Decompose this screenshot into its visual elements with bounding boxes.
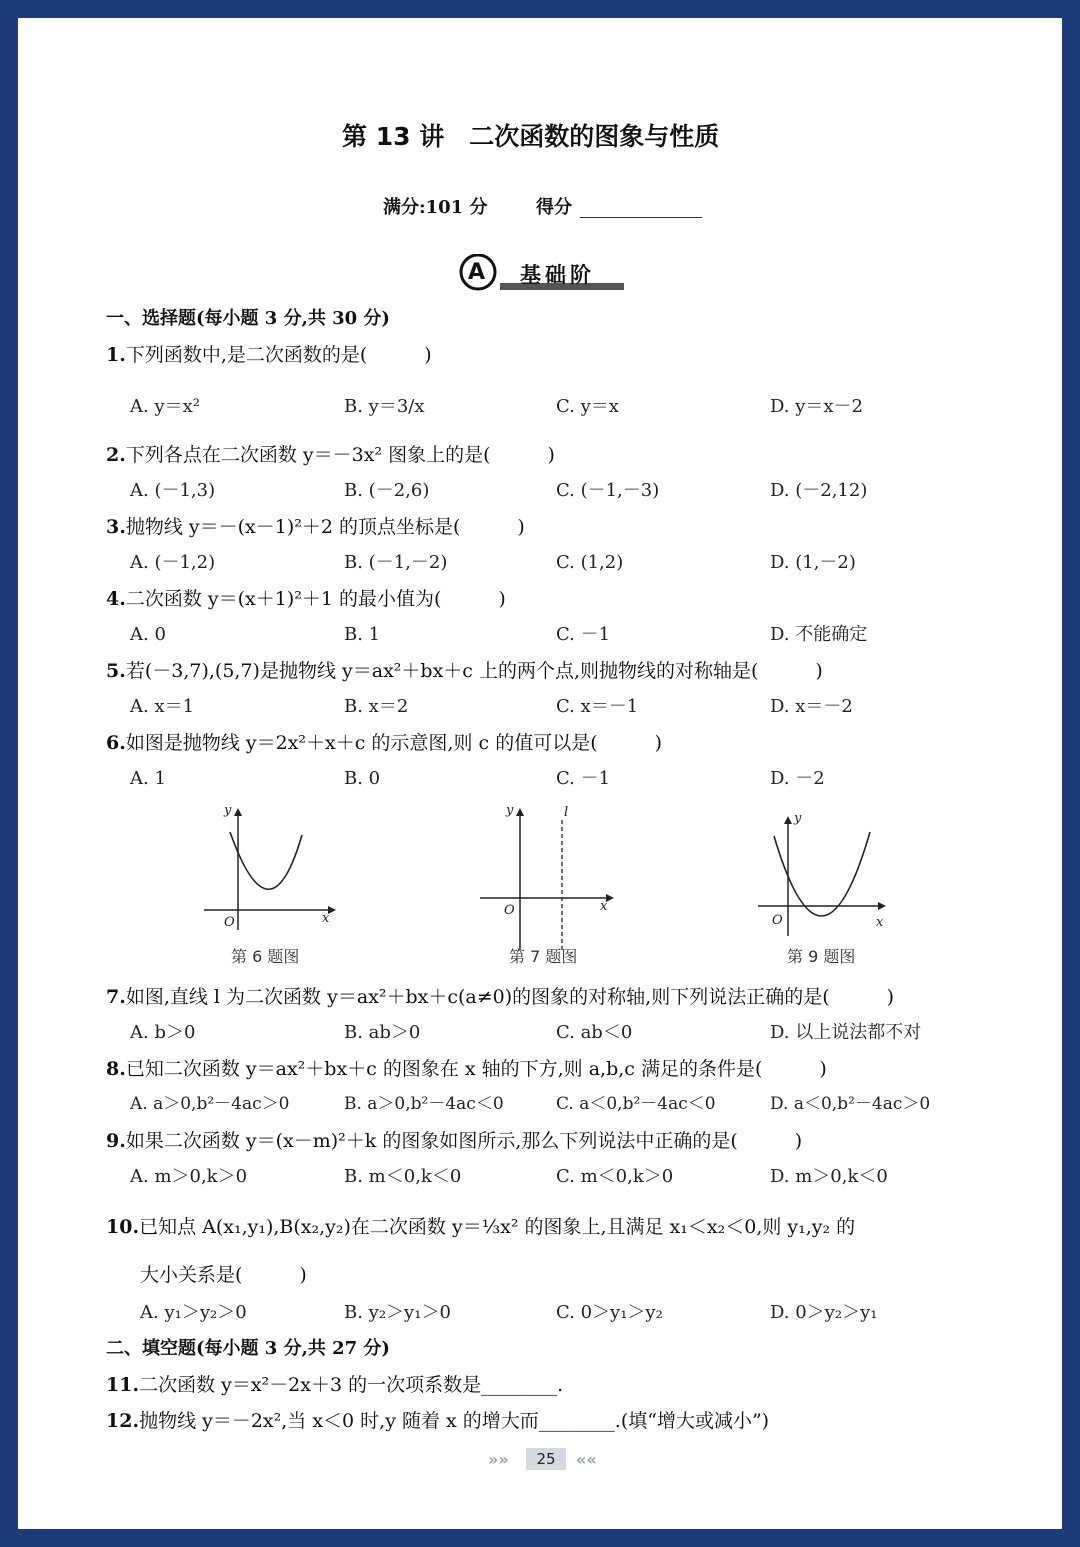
section-heading-choice: 一、选择题(每小题 3 分,共 30 分) [106,308,390,329]
question-3: 3.抛物线 y＝－(x－1)²＋2 的顶点坐标是( ) [106,516,525,538]
question-10-option-d: D. 0＞y₂＞y₁ [770,1302,878,1323]
page-number: 25 [526,1448,566,1470]
fig7-origin-label: O [504,903,515,918]
fig6-axis-x-label: x [322,911,330,926]
question-3-option-d: D. (1,－2) [770,552,856,573]
question-7-option-a: A. b＞0 [130,1022,196,1043]
question-9-option-a: A. m＞0,k＞0 [130,1166,248,1187]
footer-right-chevrons-icon: «« [576,1450,597,1469]
question-9: 9.如果二次函数 y＝(x－m)²＋k 的图象如图所示,那么下列说法中正确的是( ) [106,1130,803,1152]
figure-7 [476,800,626,955]
fig9-x-arrow [878,902,886,910]
question-3-option-a: A. (－1,2) [130,552,216,573]
question-10-option-c: C. 0＞y₁＞y₂ [556,1302,663,1323]
question-5-option-d: D. x＝－2 [770,696,853,717]
question-4-option-b: B. 1 [344,624,381,645]
question-5-option-a: A. x＝1 [130,696,195,717]
fig6-axis-y-label: y [224,803,232,818]
question-6: 6.如图是抛物线 y＝2x²＋x＋c 的示意图,则 c 的值可以是( ) [106,732,663,754]
fig7-axis-y-label: y [506,803,514,818]
fig9-axis-x-label: x [876,915,884,930]
question-6-option-c: C. －1 [556,768,611,789]
question-1-option-c: C. y＝x [556,396,619,417]
question-2-option-b: B. (－2,6) [344,480,430,501]
question-8-option-d: D. a＜0,b²－4ac＞0 [770,1094,931,1114]
question-6-option-d: D. －2 [770,768,825,789]
badge-text: 基础阶 [520,263,595,287]
badge-letter: A [468,260,486,285]
question-4-option-a: A. 0 [130,624,166,645]
question-1-option-b: B. y＝3/x [344,396,425,417]
fig6-y-arrow [234,808,242,816]
question-4-option-c: C. －1 [556,624,611,645]
question-9-option-c: C. m＜0,k＞0 [556,1166,674,1187]
question-9-option-d: D. m＞0,k＜0 [770,1166,888,1187]
fig9-origin-label: O [772,913,783,928]
question-6-option-b: B. 0 [344,768,381,789]
question-3-option-b: B. (－1,－2) [344,552,448,573]
score-label: 得分 [536,197,572,218]
question-8-option-c: C. a＜0,b²－4ac＜0 [556,1094,716,1114]
question-10-option-b: B. y₂＞y₁＞0 [344,1302,451,1323]
question-2-option-c: C. (－1,－3) [556,480,660,501]
footer-left-chevrons-icon: »» [488,1450,509,1469]
fig7-y-arrow [516,808,524,816]
figure-9-caption: 第 9 题图 [787,947,856,966]
question-2-option-a: A. (－1,3) [130,480,216,501]
question-7-option-d: D. 以上说法都不对 [770,1022,922,1043]
question-8-option-a: A. a＞0,b²－4ac＞0 [130,1094,290,1114]
section-heading-fill: 二、填空题(每小题 3 分,共 27 分) [106,1338,390,1359]
question-1: 1.下列函数中,是二次函数的是( ) [106,344,432,366]
question-3-option-c: C. (1,2) [556,552,624,573]
fig7-axis-x-label: x [600,899,608,914]
question-7: 7.如图,直线 l 为二次函数 y＝ax²＋bx＋c(a≠0)的图象的对称轴,则下列说法正确的是( ) [106,986,895,1008]
question-4: 4.二次函数 y＝(x＋1)²＋1 的最小值为( ) [106,588,506,610]
question-8: 8.已知二次函数 y＝ax²＋bx＋c 的图象在 x 轴的下方,则 a,b,c 满足的条件是( ) [106,1058,827,1080]
question-5-option-c: C. x＝－1 [556,696,639,717]
question-2-option-d: D. (－2,12) [770,480,868,501]
fig6-parabola [230,832,302,889]
question-6-option-a: A. 1 [130,768,166,789]
page-title: 第 13 讲 二次函数的图象与性质 [342,122,720,151]
fig9-axis-y-label: y [794,811,802,826]
score-total: 满分:101 分 [383,197,488,218]
question-4-option-d: D. 不能确定 [770,624,868,645]
question-12: 12.抛物线 y＝－2x²,当 x＜0 时,y 随着 x 的增大而________.(填“增大或减小”) [106,1410,770,1432]
figure-9 [754,808,904,940]
figure-7-caption: 第 7 题图 [509,947,578,966]
page-footer [486,1446,606,1474]
question-8-option-b: B. a＞0,b²－4ac＜0 [344,1094,504,1114]
question-5: 5.若(－3,7),(5,7)是抛物线 y＝ax²＋bx＋c 上的两个点,则抛物线的对称轴是( ) [106,660,823,682]
question-1-option-d: D. y＝x－2 [770,396,864,417]
question-9-option-b: B. m＜0,k＜0 [344,1166,462,1187]
question-11: 11.二次函数 y＝x²－2x＋3 的一次项系数是________. [106,1374,564,1396]
question-10: 10.已知点 A(x₁,y₁),B(x₂,y₂)在二次函数 y＝⅓x² 的图象上,且满足 x₁＜x₂＜0,则 y₁,y₂ 的 [106,1216,856,1238]
fig9-y-arrow [784,816,792,824]
question-5-option-b: B. x＝2 [344,696,409,717]
worksheet-page [18,18,1062,1529]
score-blank-line [580,217,702,218]
level-badge [458,254,628,294]
figure-6 [198,800,348,935]
question-1-option-a: A. y＝x² [130,396,200,417]
figure-6-caption: 第 6 题图 [231,947,300,966]
question-2: 2.下列各点在二次函数 y＝－3x² 图象上的是( ) [106,444,555,466]
fig6-origin-label: O [224,915,235,930]
question-7-option-b: B. ab＞0 [344,1022,421,1043]
fig7-line-label: l [564,805,569,820]
question-10-line-2: 大小关系是( ) [140,1264,307,1286]
question-7-option-c: C. ab＜0 [556,1022,633,1043]
question-10-option-a: A. y₁＞y₂＞0 [140,1302,247,1323]
